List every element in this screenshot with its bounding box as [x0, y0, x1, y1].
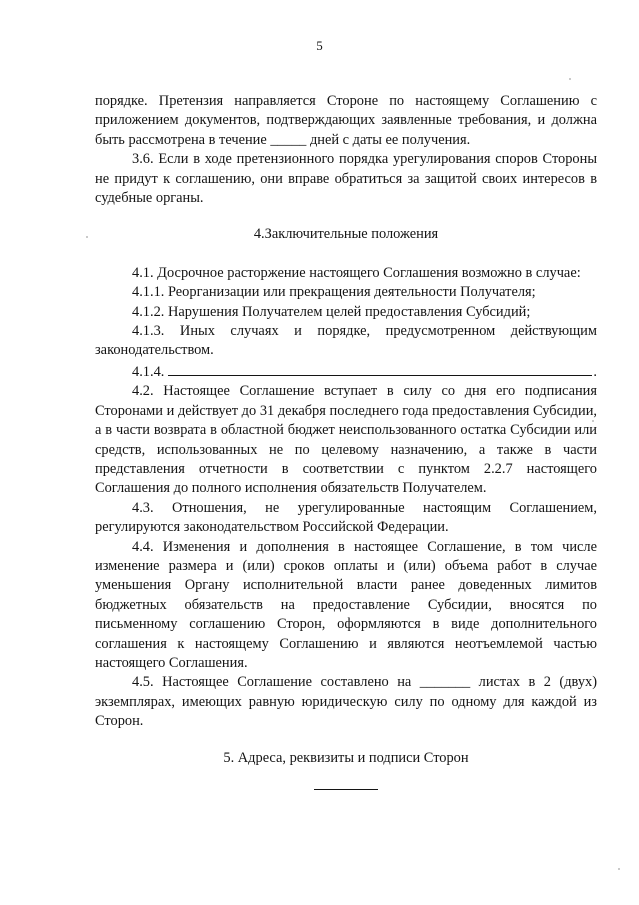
- scan-speck: [592, 420, 594, 422]
- paragraph-4-1-4-number: 4.1.4.: [132, 363, 165, 380]
- paragraph-4-1-4-period: .: [593, 363, 597, 380]
- fill-in-blank-line: [168, 361, 592, 376]
- paragraph-claim-procedure: порядке. Претензия направляется Стороне по настоящему Соглашению с приложением документов, подтверждающих заявленные требования, и должна быть рассмотрена в течение _____ дней с даты ее получения.: [95, 93, 597, 148]
- paragraph-4-1: 4.1. Досрочное расторжение настоящего Соглашения возможно в случае:: [132, 264, 581, 281]
- paragraph-3-6: 3.6. Если в ходе претензионного порядка урегулирования споров Стороны не придут к соглашению, они вправе обратиться за защитой своих интересов в судебные органы.: [95, 151, 597, 207]
- paragraph-4-1-2: 4.1.2. Нарушения Получателем целей предоставления Субсидий;: [132, 303, 531, 320]
- page-number: 5: [316, 38, 323, 53]
- paragraph-4-1-4: [95, 361, 597, 382]
- section-5-title: 5. Адреса, реквизиты и подписи Сторон: [223, 749, 469, 766]
- paragraph-4-1-1: 4.1.1. Реорганизации или прекращения деятельности Получателя;: [132, 284, 536, 301]
- section-4-title: 4.Заключительные положения: [253, 226, 439, 243]
- document-body: [95, 92, 597, 790]
- paragraph-4-5: 4.5. Настоящее Соглашение составлено на _______ листах в 2 (двух) экземплярах, имеющих равную юридическую силу по одному для каждой из Сторон.: [95, 674, 597, 730]
- paragraph-4-4: 4.4. Изменения и дополнения в настоящее Соглашение, в том числе изменение размера и (или) сроков оплаты и (или) объема работ в случае уменьшения Органу исполнительной власти ранее доведенных лимитов бюджетных обязательств на предоставление Субсидии, вносятся по письменному соглашению Сторон, оформляются в виде дополнительного соглашения к настоящему Соглашению и являются неотъемлемой частью настоящего Соглашения.: [95, 538, 597, 671]
- scan-speck: [618, 868, 620, 870]
- scan-speck: [86, 236, 88, 238]
- paragraph-4-1-3: 4.1.3. Иных случаях и порядке, предусмотренном действующим законодательством.: [95, 323, 597, 359]
- paragraph-4-3: 4.3. Отношения, не урегулированные настоящим Соглашением, регулируются законодательством Российской Федерации.: [95, 499, 597, 536]
- closing-rule: [314, 789, 378, 790]
- paragraph-4-2: 4.2. Настоящее Соглашение вступает в силу со дня его подписания Сторонами и действует до 31 декабря последнего года предоставления Субсидии, а в части возврата в областной бюджет неиспользованного остатка Субсидии или средств, использованных не по целевому назначению, а также в части представления отчетности в соответствии с пунктом 2.2.7 настоящего Соглашения до полного исполнения обязательств Получателем.: [95, 383, 597, 497]
- scan-speck: [569, 78, 571, 80]
